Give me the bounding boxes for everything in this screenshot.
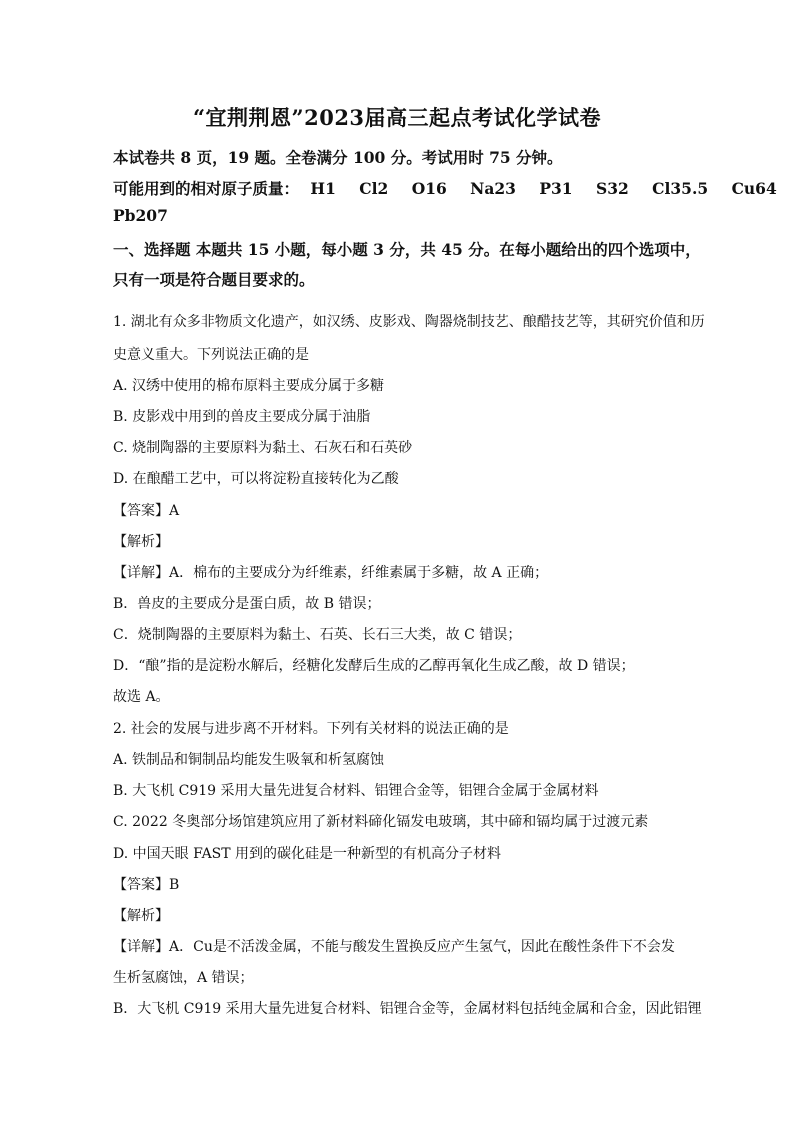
atomic-mass-item: H1 <box>310 179 336 198</box>
q1-option-c: C. 烧制陶器的主要原料为黏土、石灰石和石英砂 <box>113 440 413 456</box>
q1-detail-line: C．烧制陶器的主要原料为黏土、石英、长石三大类，故 C 错误； <box>113 627 522 643</box>
atomic-masses-line <box>113 177 777 199</box>
section-heading-line1: 一、选择题 本题共 15 小题，每小题 3 分，共 45 分。在每小题给出的四个选项中， <box>113 240 701 259</box>
q2-answer: 【答案】B <box>113 877 180 893</box>
q1-detail-line: D．“酿”指的是淀粉水解后，经糖化发酵后生成的乙醇再氧化生成乙酸，故 D 错误； <box>113 658 635 674</box>
atomic-mass-item: P31 <box>539 179 573 198</box>
section-heading-line2: 只有一项是符合题目要求的。 <box>113 270 315 289</box>
q2-detail-line: 【详解】A．Cu是不活泼金属，不能与酸发生置换反应产生氢气，因此在酸性条件下不会发 <box>113 939 675 955</box>
q1-option-a: A. 汉绣中使用的棉布原料主要成分属于多糖 <box>113 378 385 394</box>
q2-analysis-label: 【解析】 <box>113 908 169 924</box>
q1-stem-line2: 史意义重大。下列说法正确的是 <box>113 347 309 363</box>
q1-detail-line: 故选 A。 <box>113 689 170 705</box>
atomic-mass-item: S32 <box>596 179 629 198</box>
q2-detail-line: B．大飞机 C919 采用大量先进复合材料、铝锂合金等，金属材料包括纯金属和合金，因此铝锂 <box>113 1001 702 1017</box>
q1-analysis-label: 【解析】 <box>113 534 169 550</box>
q2-option-a: A. 铁制品和铜制品均能发生吸氧和析氢腐蚀 <box>113 752 385 768</box>
q1-answer: 【答案】A <box>113 503 180 519</box>
q2-stem-line1: 2. 社会的发展与进步离不开材料。下列有关材料的说法正确的是 <box>113 721 509 737</box>
q2-option-d: D. 中国天眼 FAST 用到的碳化硅是一种新型的有机高分子材料 <box>113 846 502 862</box>
atomic-mass-item: Cl35.5 <box>652 179 709 198</box>
exam-info-line: 本试卷共 8 页，19 题。全卷满分 100 分。考试用时 75 分钟。 <box>113 148 563 167</box>
atomic-masses-wrap: Pb207 <box>113 206 168 225</box>
q1-detail-line: 【详解】A．棉布的主要成分为纤维素，纤维素属于多糖，故 A 正确； <box>113 565 549 581</box>
atomic-mass-item: O16 <box>411 179 447 198</box>
atomic-mass-item: Cu64 <box>731 179 777 198</box>
q2-detail-line: 生析氢腐蚀，A 错误； <box>113 970 254 986</box>
atomic-mass-item: Na23 <box>470 179 516 198</box>
q1-stem-line1: 1. 湖北有众多非物质文化遗产，如汉绣、皮影戏、陶器烧制技艺、酿醋技艺等，其研究价值和历 <box>113 314 705 330</box>
q2-option-b: B. 大飞机 C919 采用大量先进复合材料、铝锂合金等，铝锂合金属于金属材料 <box>113 783 599 799</box>
q1-option-d: D. 在酿醋工艺中，可以将淀粉直接转化为乙酸 <box>113 471 399 487</box>
q1-option-b: B. 皮影戏中用到的兽皮主要成分属于油脂 <box>113 409 371 425</box>
q1-detail-line: B．兽皮的主要成分是蛋白质，故 B 错误； <box>113 596 381 612</box>
atomic-mass-item: Cl2 <box>359 179 389 198</box>
q2-option-c: C. 2022 冬奥部分场馆建筑应用了新材料碲化镉发电玻璃，其中碲和镉均属于过渡元素 <box>113 814 649 830</box>
atomic-masses-label: 可能用到的相对原子质量： <box>113 179 300 198</box>
exam-title: “宜荆荆恩”2023届高三起点考试化学试卷 <box>192 105 602 130</box>
